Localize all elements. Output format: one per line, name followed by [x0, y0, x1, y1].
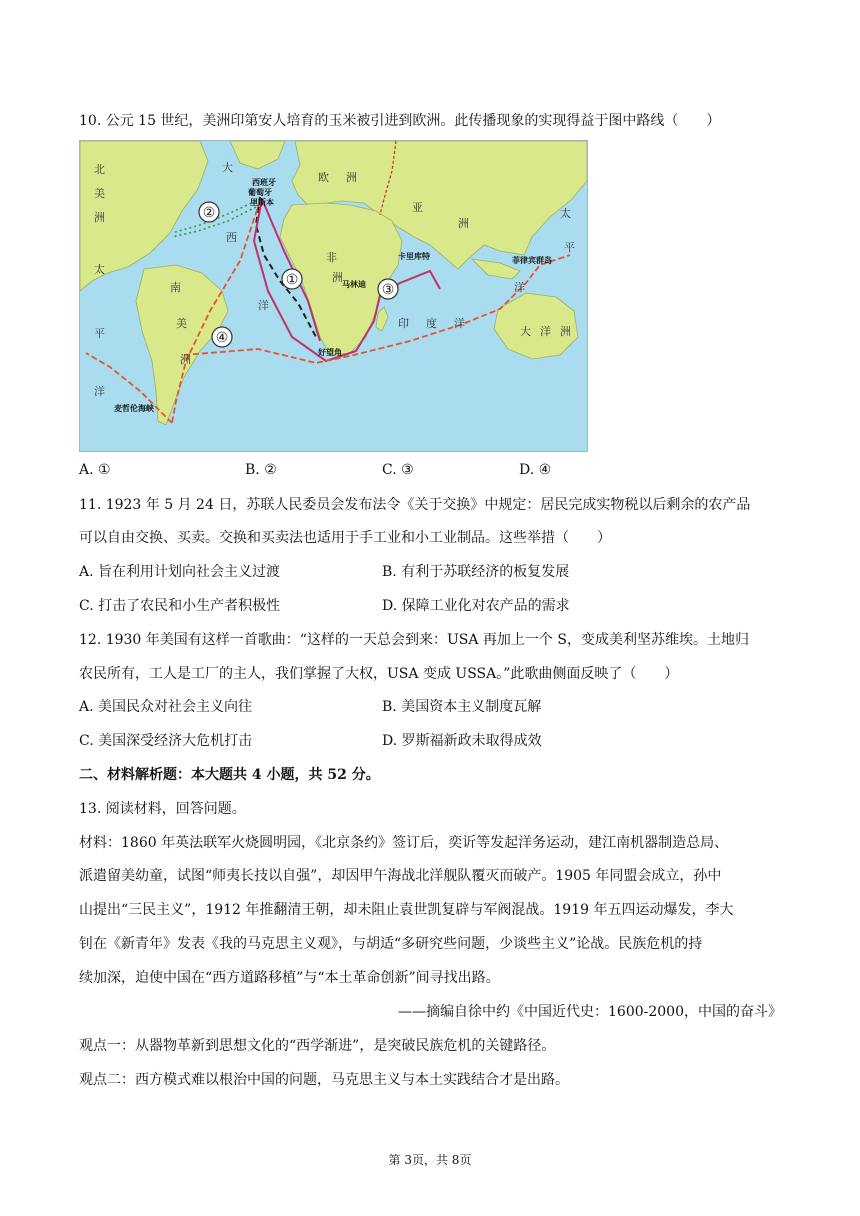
- label-pacific-left-2: 平: [94, 327, 105, 340]
- route-2-marker: [199, 202, 219, 222]
- q11-option-b: B. 有利于苏联经济的板复发展: [382, 564, 570, 580]
- label-north-america-2: 美: [94, 187, 105, 200]
- svg-text:①: ①: [285, 272, 299, 288]
- label-yang: 洋: [258, 299, 269, 312]
- q13-intro: 13. 阅读材料，回答问题。: [79, 801, 246, 817]
- q13-view2: 观点二：西方模式难以根治中国的问题，马克思主义与本土实践结合才是出路。: [79, 1072, 569, 1088]
- label-south-america-2: 美: [176, 317, 187, 330]
- q12-option-b: B. 美国资本主义制度瓦解: [382, 699, 542, 715]
- q11-option-a: A. 旨在利用计划向社会主义过渡: [79, 564, 281, 580]
- page-footer: 第 3页，共 8页: [388, 1153, 472, 1167]
- label-oceania-3: 洲: [560, 325, 571, 338]
- q11-line1: 11. 1923 年 5 月 24 日，苏联人民委员会发布法令《关于交换》中规定：居民完成实物税以后剩余的农产品: [79, 497, 751, 513]
- label-indian-1: 印: [398, 317, 409, 330]
- route-map-svg: [80, 141, 587, 451]
- q12-line1: 12. 1930 年美国有这样一首歌曲：“这样的一天总会到来：USA 再加上一个 S，变成美利坚苏维埃。土地归: [79, 632, 749, 648]
- label-magellan: 麦哲伦海峡: [114, 404, 154, 413]
- label-oceania-1: 大: [520, 325, 531, 338]
- svg-text:④: ④: [215, 330, 229, 346]
- q10-option-a: A. ①: [79, 462, 111, 478]
- label-xi: 西: [226, 231, 237, 244]
- q12-option-d: D. 罗斯福新政未取得成效: [382, 733, 542, 749]
- q13-view1: 观点一：从器物革新到思想文化的“西学渐进”，是突破民族危机的关键路径。: [79, 1038, 556, 1054]
- label-europe-1: 欧: [318, 171, 329, 184]
- label-europe-2: 洲: [346, 171, 357, 184]
- label-asia-2: 洲: [458, 217, 469, 230]
- q10-stem: 10. 公元 15 世纪，美洲印第安人培育的玉米被引进到欧洲。此传播现象的实现得益于图中路线（ ）: [79, 113, 721, 129]
- label-portugal: 葡萄牙: [248, 188, 272, 197]
- label-south-america-3: 洲: [180, 353, 191, 366]
- q13-material-line5: 续加深，迫使中国在“西方道路移植”与“本土革命创新”间寻找出路。: [79, 970, 500, 986]
- label-pacific-right-2: 平: [564, 241, 575, 254]
- label-north-america-3: 洲: [94, 211, 105, 224]
- route-3-marker: [378, 279, 398, 299]
- label-indian-2: 度: [426, 317, 437, 330]
- label-pacific-left-3: 洋: [94, 385, 105, 398]
- label-africa-2: 洲: [332, 271, 343, 284]
- q10-option-b: B. ②: [245, 462, 277, 478]
- q13-source: ——摘编自徐中约《中国近代史：1600-2000，中国的奋斗》: [398, 1004, 782, 1020]
- svg-text:③: ③: [381, 282, 395, 298]
- label-pacific-left-1: 太: [94, 263, 105, 276]
- q12-option-c: C. 美国深受经济大危机打击: [79, 733, 253, 749]
- q12-option-a: A. 美国民众对社会主义向往: [79, 699, 253, 715]
- q13-material-line4: 钊在《新青年》发表《我的马克思主义观》，与胡适“多研究些问题，少谈些主义”论战。民族危机的持: [79, 936, 703, 952]
- q11-option-d: D. 保障工业化对农产品的需求: [382, 598, 570, 614]
- label-asia-1: 亚: [412, 201, 423, 214]
- label-calicut: 卡里库特: [398, 252, 430, 261]
- label-indian-3: 洋: [454, 317, 465, 330]
- label-cape: 好望角: [318, 348, 342, 357]
- label-pacific-right-3: 洋: [514, 281, 525, 294]
- q13-material-line2: 派遣留美幼童，试图“师夷长技以自强”，却因甲午海战北洋舰队覆灭而破产。1905 年同盟会成立，孙中: [79, 868, 722, 884]
- label-philippines: 菲律宾群岛: [512, 256, 552, 265]
- q10-option-d: D. ④: [519, 462, 552, 478]
- label-da: 大: [222, 161, 233, 174]
- q12-line2: 农民所有，工人是工厂的主人，我们掌握了大权，USA 变成 USSA。”此歌曲侧面反映了（ ）: [79, 666, 679, 682]
- label-lisbon: 里斯本: [250, 198, 274, 207]
- label-pacific-right-1: 太: [560, 207, 571, 220]
- section-2-heading: 二、材料解析题：本大题共 4 小题，共 52 分。: [79, 767, 380, 783]
- q13-material-line3: 山提出“三民主义”，1912 年推翻清王朝，却未阻止袁世凯复辟与军阀混战。1919 年五四运动爆发，李大: [79, 902, 734, 918]
- q10-option-c: C. ③: [382, 462, 414, 478]
- label-oceania-2: 洋: [540, 325, 551, 338]
- svg-text:②: ②: [202, 205, 216, 221]
- q11-line2: 可以自由交换、买卖。交换和买卖法也适用于手工业和小工业制品。这些举措（ ）: [79, 530, 611, 546]
- label-south-america-1: 南: [170, 281, 181, 294]
- q11-option-c: C. 打击了农民和小生产者积极性: [79, 598, 281, 614]
- label-spain: 西班牙: [252, 178, 276, 187]
- label-africa-1: 非: [326, 251, 337, 264]
- label-malindi: 马林迪: [342, 280, 366, 289]
- label-north-america-1: 北: [94, 163, 105, 176]
- q13-material-line1: 材料：1860 年英法联军火烧圆明园，《北京条约》签订后，奕䜣等发起洋务运动，建江南机器制造总局、: [79, 835, 729, 851]
- route-1-marker: [282, 269, 302, 289]
- route-map: [79, 140, 588, 452]
- route-4-marker: [212, 327, 232, 347]
